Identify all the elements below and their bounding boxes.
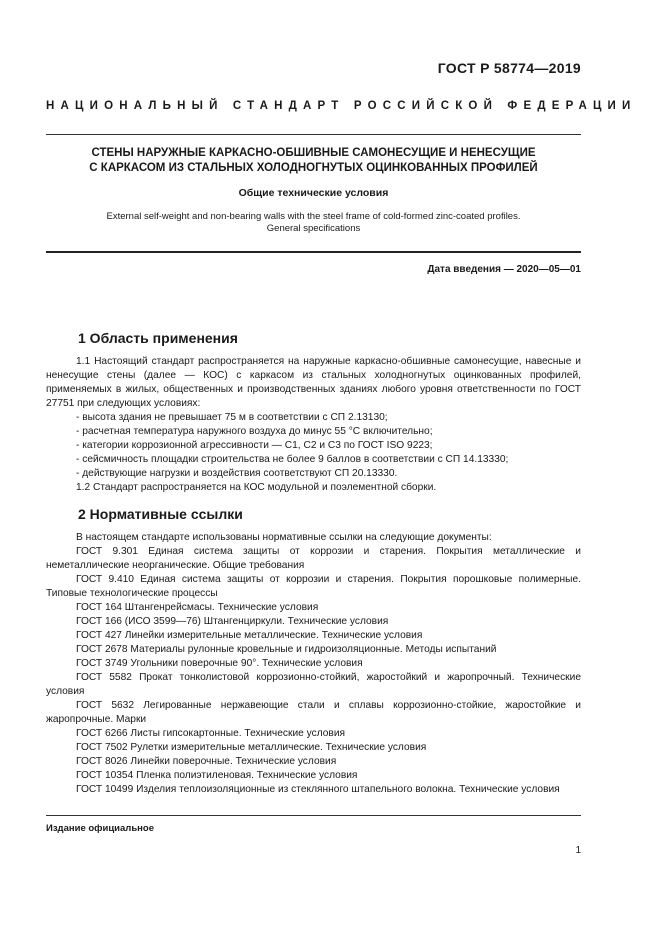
thick-divider	[46, 251, 581, 253]
page-number: 1	[575, 845, 581, 856]
title-line-2: С КАРКАСОМ ИЗ СТАЛЬНЫХ ХОЛОДНОГНУТЫХ ОЦИНКОВАННЫХ ПРОФИЛЕЙ	[89, 162, 538, 174]
document-title	[46, 146, 581, 176]
reference-text: ГОСТ 5582 Прокат тонколистовой коррозионно-стойкий, жаростойкий и жаропрочный. Технические условия	[46, 672, 581, 698]
reference-item: ГОСТ 10354 Пленка полиэтиленовая. Технические условия	[76, 770, 358, 781]
english-title-line-2: General specifications	[266, 223, 361, 234]
list-item: - высота здания не превышает 75 м в соответствии с СП 2.13130;	[76, 412, 388, 423]
reference-item	[46, 671, 581, 699]
reference-item: ГОСТ 166 (ИСО 3599—76) Штангенциркули. Технические условия	[76, 616, 389, 627]
section-1-heading: 1 Область применения	[78, 330, 238, 346]
reference-item	[46, 545, 581, 573]
list-item: - действующие нагрузки и воздействия соответствуют СП 20.13330.	[76, 468, 398, 479]
reference-item	[46, 699, 581, 727]
english-title	[46, 211, 581, 235]
section-2-intro: В настоящем стандарте использованы нормативные ссылки на следующие документы:	[76, 532, 492, 543]
section-1-paragraph-2: 1.2 Стандарт распространяется на КОС модульной и поэлементной сборки.	[76, 482, 437, 493]
reference-item: ГОСТ 3749 Угольники поверочные 90°. Технические условия	[76, 658, 363, 669]
divider	[46, 134, 581, 135]
list-item: - категории коррозионной агрессивности — С1, С2 и С3 по ГОСТ ISO 9223;	[76, 440, 433, 451]
national-standard-header: НАЦИОНАЛЬНЫЙ СТАНДАРТ РОССИЙСКОЙ ФЕДЕРАЦИИ	[46, 100, 637, 112]
reference-text: ГОСТ 5632 Легированные нержавеющие стали и сплавы коррозионно-стойкие, жаростойкие и жаропрочные. Марки	[46, 700, 581, 726]
section-1-p1-text: 1.1 Настоящий стандарт распространяется на наружные каркасно-обшивные самонесущие, навесные и ненесущие стены (далее — КОС) с каркасом из стальных холодногнутых оцинкованных профилей, применяемых в жилых, общественных и производственных зданиях любого уровня ответственности по ГОСТ 27751 при следующих условиях:	[46, 356, 581, 410]
reference-item: ГОСТ 427 Линейки измерительные металлические. Технические условия	[76, 630, 423, 641]
list-item: - сейсмичность площадки строительства не более 9 баллов в соответствии с СП 14.13330;	[76, 454, 509, 465]
document-number: ГОСТ Р 58774—2019	[437, 60, 581, 76]
title-line-1: СТЕНЫ НАРУЖНЫЕ КАРКАСНО-ОБШИВНЫЕ САМОНЕСУЩИЕ И НЕНЕСУЩИЕ	[91, 147, 536, 159]
reference-item: ГОСТ 2678 Материалы рулонные кровельные и гидроизоляционные. Методы испытаний	[76, 644, 497, 655]
reference-item: ГОСТ 164 Штангенрейсмасы. Технические условия	[76, 602, 319, 613]
section-1-paragraph-1	[46, 355, 581, 411]
list-item: - расчетная температура наружного воздуха до минус 55 °С включительно;	[76, 426, 433, 437]
reference-item	[46, 573, 581, 601]
reference-text: ГОСТ 9.410 Единая система защиты от коррозии и старения. Покрытия порошковые полимерные. Типовые технологические процессы	[46, 574, 581, 600]
reference-item	[46, 783, 581, 797]
reference-text: ГОСТ 9.301 Единая система защиты от коррозии и старения. Покрытия металлические и неметаллические неорганические. Общие требования	[46, 546, 581, 572]
reference-item: ГОСТ 7502 Рулетки измерительные металлические. Технические условия	[76, 742, 427, 753]
reference-text: ГОСТ 10499 Изделия теплоизоляционные из стеклянного штапельного волокна. Технические условия	[76, 784, 560, 795]
reference-item: ГОСТ 8026 Линейки поверочные. Технические условия	[76, 756, 337, 767]
document-subtitle: Общие технические условия	[238, 187, 389, 199]
introduction-date: Дата введения — 2020—05—01	[427, 264, 581, 275]
reference-item: ГОСТ 6266 Листы гипсокартонные. Технические условия	[76, 728, 346, 739]
section-2-heading: 2 Нормативные ссылки	[78, 506, 243, 522]
footer-divider	[46, 815, 581, 816]
english-title-line-1: External self-weight and non-bearing walls with the steel frame of cold-formed zinc-coated profiles.	[106, 211, 521, 222]
official-edition-label: Издание официальное	[46, 823, 154, 834]
